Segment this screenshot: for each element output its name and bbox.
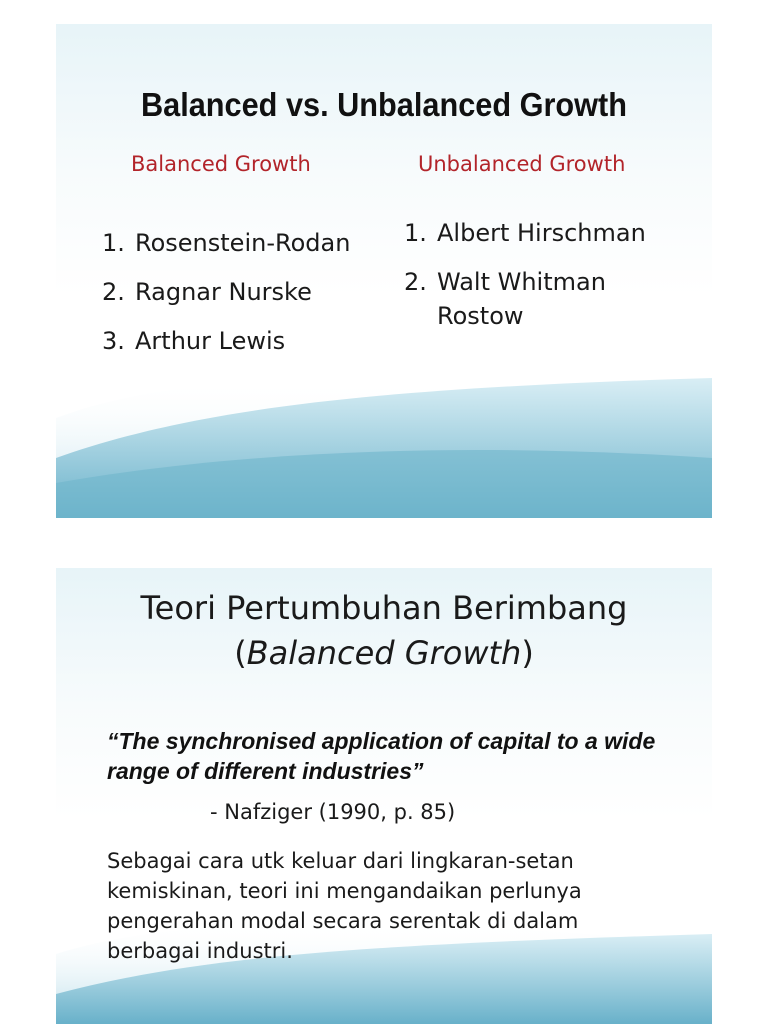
list-number: 1.	[404, 219, 427, 247]
list-item-text: Rosenstein-Rodan	[135, 229, 351, 257]
list-item-text: Walt Whitman Rostow	[437, 268, 606, 330]
explanation-paragraph: Sebagai cara utk keluar dari lingkaran-setan kemiskinan, teori ini mengandaikan perlunya pengerahan modal secara serentak di dalam berbagai industri.	[107, 849, 582, 963]
list-item	[102, 324, 362, 358]
unbalanced-growth-list	[404, 216, 664, 348]
list-item-text: Albert Hirschman	[437, 219, 646, 247]
list-item	[102, 226, 362, 260]
list-item	[102, 275, 362, 309]
quote-attribution: - Nafziger (1990, p. 85)	[210, 800, 456, 824]
list-number: 2.	[404, 268, 427, 296]
list-number: 1.	[102, 229, 125, 257]
close-paren: )	[521, 634, 534, 672]
list-number: 2.	[102, 278, 125, 306]
slide-1	[56, 24, 712, 518]
title-italic: Balanced Growth	[246, 634, 522, 672]
wave-decoration	[56, 348, 712, 518]
slide-title: Balanced vs. Unbalanced Growth	[140, 86, 628, 123]
balanced-growth-heading: Balanced Growth	[131, 152, 311, 176]
title-line: Teori Pertumbuhan Berimbang	[140, 589, 628, 627]
definition-quote: “The synchronised application of capital to a wide range of different industries”	[107, 728, 656, 784]
list-item-text: Ragnar Nurske	[135, 278, 312, 306]
open-paren: (	[234, 634, 247, 672]
list-item-text: Arthur Lewis	[135, 327, 286, 355]
list-item	[404, 265, 664, 333]
slide-title	[56, 586, 712, 676]
list-item	[404, 216, 664, 250]
list-number: 3.	[102, 327, 125, 355]
balanced-growth-list	[102, 226, 362, 373]
unbalanced-growth-heading: Unbalanced Growth	[418, 152, 626, 176]
slide-2	[56, 568, 712, 1024]
title-subline	[56, 631, 712, 676]
